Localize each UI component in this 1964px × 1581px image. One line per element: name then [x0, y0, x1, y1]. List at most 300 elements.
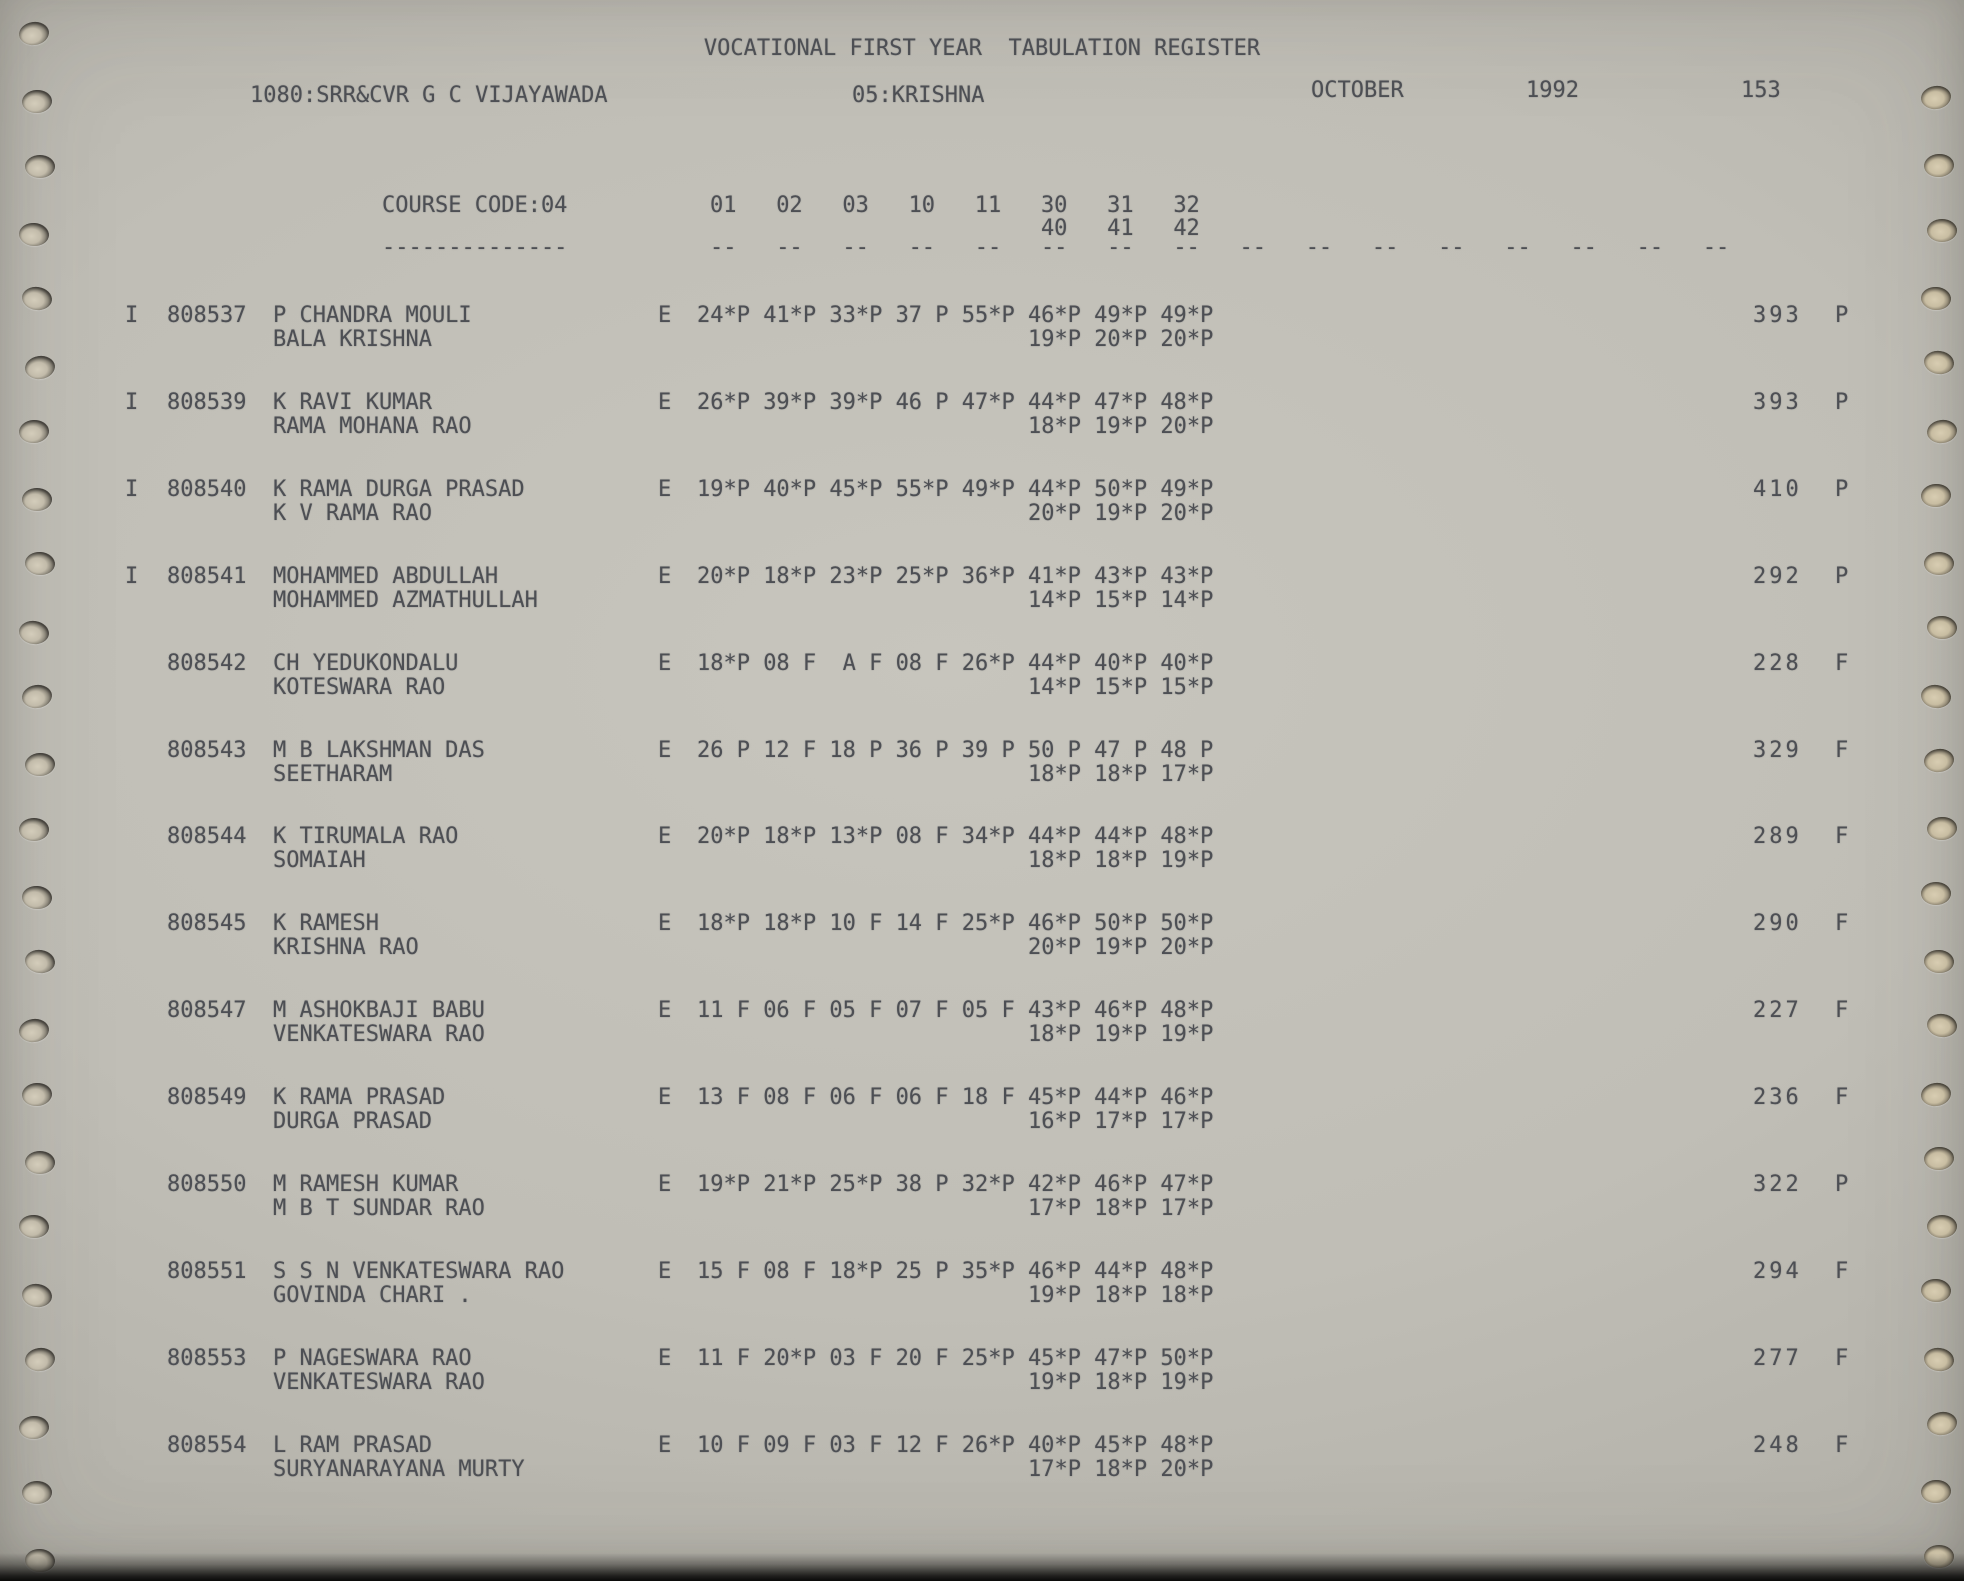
punch-hole: [25, 155, 55, 178]
punch-hole: [22, 1481, 52, 1504]
mark-cell: 18*P: [829, 1258, 883, 1284]
medium-code: E: [658, 998, 672, 1024]
mark-cell: 14*P: [1028, 587, 1081, 613]
subject-column-label: 40: [1040, 216, 1068, 241]
marks-line-1: [697, 1347, 1227, 1371]
mark-cell: 38 P: [895, 1172, 949, 1197]
marks-line-2: [1028, 676, 1227, 700]
mark-cell: 55*P: [961, 303, 1015, 328]
column-underline: --: [908, 235, 936, 260]
mark-cell: 46*P: [1027, 911, 1081, 937]
mark-cell: 18*P: [1094, 1369, 1148, 1395]
father-name: RAMA MOHANA RAO: [273, 413, 472, 439]
mark-cell: 20*P: [1160, 413, 1214, 439]
father-name: K V RAMA RAO: [273, 500, 432, 526]
register-number: 808540: [167, 476, 247, 502]
marks-total: 248: [1753, 1432, 1802, 1458]
mark-cell: 14 F: [895, 911, 949, 937]
marks-line-1: [697, 1434, 1227, 1458]
register-number: 808547: [167, 998, 247, 1024]
marks-line-1: [697, 565, 1227, 589]
mark-cell: 19*P: [1160, 1369, 1214, 1395]
punch-hole: [18, 1214, 50, 1239]
student-name: K TIRUMALA RAO: [273, 824, 459, 850]
student-name: L RAM PRASAD: [273, 1432, 432, 1458]
mark-cell: 25*P: [829, 1172, 883, 1197]
result-flag: P: [1835, 389, 1849, 415]
subject-column-label: 11: [974, 193, 1002, 218]
mark-cell: 11 F: [697, 1345, 750, 1371]
result-flag: P: [1835, 303, 1849, 328]
medium-code: E: [658, 303, 672, 328]
father-name: VENKATESWARA RAO: [273, 1369, 485, 1395]
mark-cell: 48*P: [1160, 998, 1214, 1024]
marks-line-2: [1028, 936, 1227, 960]
column-underline: --: [1504, 235, 1531, 260]
register-number: 808551: [167, 1258, 247, 1284]
mark-cell: 44*P: [1094, 1085, 1148, 1111]
register-number: 808549: [167, 1085, 247, 1111]
mark-cell: 46 P: [895, 389, 949, 415]
result-flag: F: [1835, 1258, 1849, 1284]
mark-cell: 06 F: [763, 998, 817, 1024]
marks-line-1: [697, 478, 1227, 502]
mark-cell: 40*P: [763, 476, 817, 502]
student-name: P NAGESWARA RAO: [273, 1345, 472, 1371]
mark-cell: 10 F: [697, 1432, 750, 1458]
marks-total: 228: [1753, 650, 1802, 676]
father-name: KRISHNA RAO: [273, 935, 419, 961]
student-names: [273, 565, 538, 613]
mark-cell: 18*P: [1094, 1196, 1148, 1221]
marks-total: 393: [1753, 389, 1802, 415]
medium-code: E: [658, 650, 672, 676]
mark-cell: 17*P: [1160, 1109, 1214, 1135]
mark-cell: 15*P: [1160, 674, 1214, 700]
mark-cell: 39*P: [829, 389, 883, 415]
mark-cell: 08 F: [763, 1085, 817, 1111]
mark-cell: 21*P: [763, 1172, 817, 1197]
marks-total: 277: [1753, 1345, 1802, 1371]
mark-cell: A F: [829, 650, 883, 676]
student-names: [273, 1434, 525, 1482]
column-underline: --: [776, 235, 803, 260]
page-title: VOCATIONAL FIRST YEAR TABULATION REGISTER: [703, 36, 1261, 61]
marks-total: 294: [1753, 1258, 1802, 1284]
mark-cell: 26 P: [697, 737, 750, 763]
mark-cell: 36*P: [961, 563, 1015, 589]
column-underline: --: [1173, 235, 1200, 260]
column-underline: --: [710, 235, 737, 260]
medium-code: E: [658, 824, 672, 850]
column-underline: --: [1636, 235, 1664, 260]
punch-hole: [1920, 84, 1953, 111]
father-name: M B T SUNDAR RAO: [273, 1196, 485, 1221]
column-underlines: [697, 236, 1756, 260]
marks-total: 236: [1753, 1085, 1802, 1111]
student-name: K RAMESH: [273, 911, 379, 937]
result-flag: F: [1835, 1432, 1849, 1458]
student-names: [273, 478, 525, 526]
mark-cell: 40*P: [1027, 1432, 1081, 1458]
marks-line-2: [1028, 1458, 1227, 1482]
register-number: 808542: [167, 650, 247, 676]
subject-column-label: 03: [842, 193, 869, 218]
marks-line-1: [697, 912, 1227, 936]
subject-column-headers: [697, 194, 1227, 218]
mark-cell: 05 F: [829, 998, 883, 1024]
subject-column-label: 31: [1107, 193, 1134, 218]
mark-cell: 47*P: [961, 389, 1015, 415]
punch-hole: [19, 818, 49, 841]
marks-line-2: [1028, 1371, 1227, 1395]
medium-code: E: [658, 1172, 672, 1197]
mark-cell: 20*P: [1160, 1456, 1214, 1482]
exam-year: 1992: [1526, 78, 1579, 103]
mark-cell: 50*P: [1094, 911, 1148, 937]
mark-cell: 26*P: [697, 389, 750, 415]
mark-cell: 23*P: [829, 563, 883, 589]
mark-cell: 44*P: [1027, 650, 1081, 676]
student-names: [273, 304, 472, 352]
mark-cell: 18*P: [697, 650, 750, 676]
mark-cell: 08 F: [895, 650, 949, 676]
student-names: [273, 1260, 564, 1308]
mark-cell: 18*P: [763, 824, 817, 850]
mark-cell: 49*P: [1094, 303, 1148, 328]
mark-cell: 43*P: [1160, 563, 1214, 589]
mark-cell: 45*P: [1094, 1432, 1148, 1458]
student-names: [273, 652, 458, 700]
result-flag: P: [1835, 1172, 1849, 1197]
result-flag: F: [1835, 1085, 1849, 1111]
student-names: [273, 1086, 445, 1134]
marks-line-1: [697, 1086, 1227, 1110]
mark-cell: 48*P: [1160, 1432, 1214, 1458]
mark-cell: 45*P: [829, 476, 883, 502]
student-name: MOHAMMED ABDULLAH: [273, 563, 499, 589]
table-row: [0, 652, 1964, 712]
mark-cell: 17*P: [1094, 1109, 1148, 1135]
appearance-flag: I: [125, 389, 139, 415]
medium-code: E: [658, 737, 672, 763]
mark-cell: 48*P: [1160, 389, 1214, 415]
mark-cell: 18*P: [1028, 413, 1081, 439]
district-code-name: 05:KRISHNA: [852, 83, 985, 108]
table-row: [0, 1434, 1964, 1494]
mark-cell: 43*P: [1094, 563, 1148, 589]
student-names: [273, 999, 485, 1047]
punch-hole: [1927, 1215, 1957, 1238]
mark-cell: 08 F: [895, 824, 949, 850]
course-code-label: COURSE CODE:04: [382, 193, 568, 218]
punch-hole: [21, 885, 53, 910]
mark-cell: 07 F: [895, 998, 949, 1024]
mark-cell: 12 F: [763, 737, 817, 763]
mark-cell: 08 F: [763, 650, 817, 676]
table-row: [0, 825, 1964, 885]
mark-cell: 40*P: [1094, 650, 1148, 676]
punch-hole: [24, 1548, 56, 1573]
mark-cell: 19*P: [697, 1172, 750, 1197]
result-flag: F: [1835, 824, 1849, 850]
student-name: K RAVI KUMAR: [273, 389, 432, 415]
marks-line-1: [697, 825, 1227, 849]
appearance-flag: I: [125, 303, 139, 328]
table-row: [0, 565, 1964, 625]
mark-cell: 20 F: [895, 1345, 949, 1371]
mark-cell: 49*P: [961, 476, 1015, 502]
column-underline: --: [1438, 235, 1465, 260]
mark-cell: 18*P: [1028, 761, 1081, 787]
mark-cell: 17*P: [1160, 1196, 1214, 1221]
marks-total: 410: [1753, 476, 1802, 502]
punch-hole: [25, 1151, 55, 1174]
mark-cell: 19*P: [1028, 327, 1081, 352]
mark-cell: 26*P: [961, 1432, 1015, 1458]
student-name: M B LAKSHMAN DAS: [273, 737, 485, 763]
medium-code: E: [658, 563, 672, 589]
register-number: 808545: [167, 911, 247, 937]
punch-hole: [1923, 153, 1955, 178]
mark-cell: 19*P: [1094, 500, 1148, 526]
medium-code: E: [658, 1085, 672, 1111]
result-flag: F: [1835, 1345, 1849, 1371]
father-name: GOVINDA CHARI .: [273, 1282, 472, 1308]
mark-cell: 39*P: [763, 389, 817, 415]
mark-cell: 10 F: [829, 911, 883, 937]
mark-cell: 20*P: [1094, 327, 1148, 352]
mark-cell: 09 F: [763, 1432, 817, 1458]
medium-code: E: [658, 1432, 672, 1458]
mark-cell: 46*P: [1160, 1085, 1214, 1111]
punch-hole: [1924, 552, 1954, 575]
marks-line-1: [697, 739, 1227, 763]
mark-cell: 20*P: [697, 563, 750, 589]
table-row: [0, 1086, 1964, 1146]
table-row: [0, 999, 1964, 1059]
appearance-flag: I: [125, 563, 139, 589]
column-underline: --: [974, 235, 1002, 260]
mark-cell: 18*P: [1028, 1022, 1081, 1048]
father-name: SURYANARAYANA MURTY: [273, 1456, 525, 1482]
mark-cell: 35*P: [961, 1258, 1015, 1284]
punch-hole: [18, 222, 50, 247]
mark-cell: 25*P: [895, 563, 949, 589]
register-number: 808539: [167, 389, 247, 415]
mark-cell: 25*P: [961, 911, 1015, 937]
subject-column-label: 42: [1173, 216, 1200, 241]
mark-cell: 47*P: [1160, 1172, 1214, 1197]
mark-cell: 19*P: [1094, 1022, 1148, 1048]
mark-cell: 48 P: [1160, 737, 1214, 763]
marks-line-2: [1028, 502, 1227, 526]
table-row: [0, 1347, 1964, 1407]
mark-cell: 24*P: [697, 303, 750, 328]
mark-cell: 50*P: [1160, 911, 1214, 937]
column-underline: --: [1107, 235, 1134, 260]
column-underline: --: [1305, 235, 1333, 260]
marks-total: 292: [1753, 563, 1802, 589]
mark-cell: 18*P: [1094, 848, 1148, 874]
mark-cell: 46*P: [1094, 1172, 1148, 1197]
mark-cell: 20*P: [1028, 500, 1081, 526]
punch-hole: [1924, 1545, 1954, 1568]
mark-cell: 32*P: [961, 1172, 1015, 1197]
mark-cell: 18 P: [829, 737, 883, 763]
column-underline: --: [1702, 235, 1730, 260]
result-flag: F: [1835, 998, 1849, 1024]
mark-cell: 18 F: [961, 1085, 1015, 1111]
column-underline: --: [1570, 235, 1597, 260]
result-flag: F: [1835, 650, 1849, 676]
mark-cell: 44*P: [1094, 1258, 1148, 1284]
punch-hole: [1921, 882, 1951, 905]
mark-cell: 19*P: [1028, 1282, 1081, 1308]
marks-line-2: [1028, 589, 1227, 613]
marks-line-2: [1028, 415, 1227, 439]
mark-cell: 19*P: [1028, 1369, 1081, 1395]
mark-cell: 18*P: [763, 563, 817, 589]
mark-cell: 48*P: [1160, 1258, 1214, 1284]
medium-code: E: [658, 389, 672, 415]
mark-cell: 44*P: [1094, 824, 1148, 850]
mark-cell: 14*P: [1028, 674, 1081, 700]
marks-line-1: [697, 1173, 1227, 1197]
column-underline: --: [842, 235, 869, 260]
mark-cell: 18*P: [1160, 1282, 1214, 1308]
mark-cell: 46*P: [1027, 1258, 1081, 1284]
mark-cell: 49*P: [1160, 476, 1214, 502]
column-underline: --: [1040, 235, 1068, 260]
subject-column-label: 02: [776, 193, 803, 218]
mark-cell: 20*P: [1160, 327, 1214, 352]
mark-cell: 18*P: [763, 911, 817, 937]
mark-cell: 20*P: [1028, 935, 1081, 961]
mark-cell: 47*P: [1094, 1345, 1148, 1371]
mark-cell: 17*P: [1028, 1456, 1081, 1482]
mark-cell: 11 F: [697, 998, 750, 1024]
marks-line-2: [1028, 763, 1227, 787]
marks-line-2: [1028, 1023, 1227, 1047]
mark-cell: 45*P: [1027, 1085, 1081, 1111]
mark-cell: 19*P: [1094, 413, 1148, 439]
mark-cell: 08 F: [763, 1258, 817, 1284]
student-name: S S N VENKATESWARA RAO: [273, 1258, 565, 1284]
student-name: M ASHOKBAJI BABU: [273, 998, 485, 1024]
father-name: VENKATESWARA RAO: [273, 1022, 485, 1048]
mark-cell: 14*P: [1160, 587, 1214, 613]
mark-cell: 15*P: [1094, 587, 1148, 613]
table-row: [0, 1173, 1964, 1233]
father-name: SOMAIAH: [273, 848, 366, 874]
register-number: 808554: [167, 1432, 247, 1458]
mark-cell: 25 P: [895, 1258, 949, 1284]
page-number: 153: [1741, 78, 1781, 103]
punch-hole: [1927, 219, 1957, 242]
mark-cell: 50 P: [1027, 737, 1081, 763]
medium-code: E: [658, 1345, 672, 1371]
mark-cell: 45*P: [1027, 1345, 1081, 1371]
mark-cell: 33*P: [829, 303, 883, 328]
subject-column-label: 30: [1040, 193, 1068, 218]
marks-line-1: [697, 391, 1227, 415]
mark-cell: 15*P: [1094, 674, 1148, 700]
mark-cell: 19*P: [1160, 848, 1214, 874]
student-names: [273, 739, 485, 787]
mark-cell: 40*P: [1160, 650, 1214, 676]
mark-cell: 19*P: [1160, 1022, 1214, 1048]
mark-cell: 16*P: [1028, 1109, 1081, 1135]
marks-total: 289: [1753, 824, 1802, 850]
marks-total: 290: [1753, 911, 1802, 937]
column-underline: --: [1371, 235, 1399, 260]
student-name: K RAMA DURGA PRASAD: [273, 476, 525, 502]
subject-column-label: 32: [1173, 193, 1200, 218]
father-name: KOTESWARA RAO: [273, 674, 446, 700]
mark-cell: 37 P: [895, 303, 949, 328]
student-name: P CHANDRA MOULI: [273, 303, 472, 328]
mark-cell: 48*P: [1160, 824, 1214, 850]
subject-column-label: 01: [710, 193, 737, 218]
mark-cell: 46*P: [1094, 998, 1148, 1024]
table-row: [0, 304, 1964, 364]
table-row: [0, 391, 1964, 451]
marks-total: 227: [1753, 998, 1802, 1024]
course-code-underline: --------------: [382, 235, 568, 260]
mark-cell: 18*P: [1028, 848, 1081, 874]
marks-line-2: [1028, 1284, 1227, 1308]
punch-hole: [1923, 1146, 1955, 1171]
mark-cell: 49*P: [1160, 303, 1214, 328]
punch-hole: [1920, 1479, 1952, 1504]
student-name: K RAMA PRASAD: [273, 1085, 446, 1111]
mark-cell: 44*P: [1027, 476, 1081, 502]
mark-cell: 06 F: [829, 1085, 883, 1111]
student-names: [273, 1173, 485, 1221]
mark-cell: 55*P: [895, 476, 949, 502]
result-flag: F: [1835, 911, 1849, 937]
mark-cell: 26*P: [961, 650, 1015, 676]
mark-cell: 20*P: [1160, 500, 1214, 526]
register-number: 808541: [167, 563, 247, 589]
table-row: [0, 739, 1964, 799]
punch-hole: [21, 89, 53, 114]
mark-cell: 18*P: [697, 911, 750, 937]
mark-cell: 13 F: [697, 1085, 750, 1111]
table-row: [0, 1260, 1964, 1320]
register-number: 808537: [167, 303, 247, 328]
mark-cell: 44*P: [1027, 824, 1081, 850]
father-name: BALA KRISHNA: [273, 327, 432, 352]
mark-cell: 13*P: [829, 824, 883, 850]
marks-line-1: [697, 1260, 1227, 1284]
mark-cell: 41*P: [1027, 563, 1081, 589]
marks-line-2: [1028, 1110, 1227, 1134]
mark-cell: 18*P: [1094, 761, 1148, 787]
register-number: 808544: [167, 824, 247, 850]
exam-month: OCTOBER: [1311, 78, 1404, 103]
medium-code: E: [658, 476, 672, 502]
table-row: [0, 478, 1964, 538]
mark-cell: 17*P: [1160, 761, 1214, 787]
register-number: 808553: [167, 1345, 247, 1371]
medium-code: E: [658, 1258, 672, 1284]
student-name: CH YEDUKONDALU: [273, 650, 459, 676]
marks-line-2: [1028, 849, 1227, 873]
table-row: [0, 912, 1964, 972]
father-name: DURGA PRASAD: [273, 1109, 432, 1135]
